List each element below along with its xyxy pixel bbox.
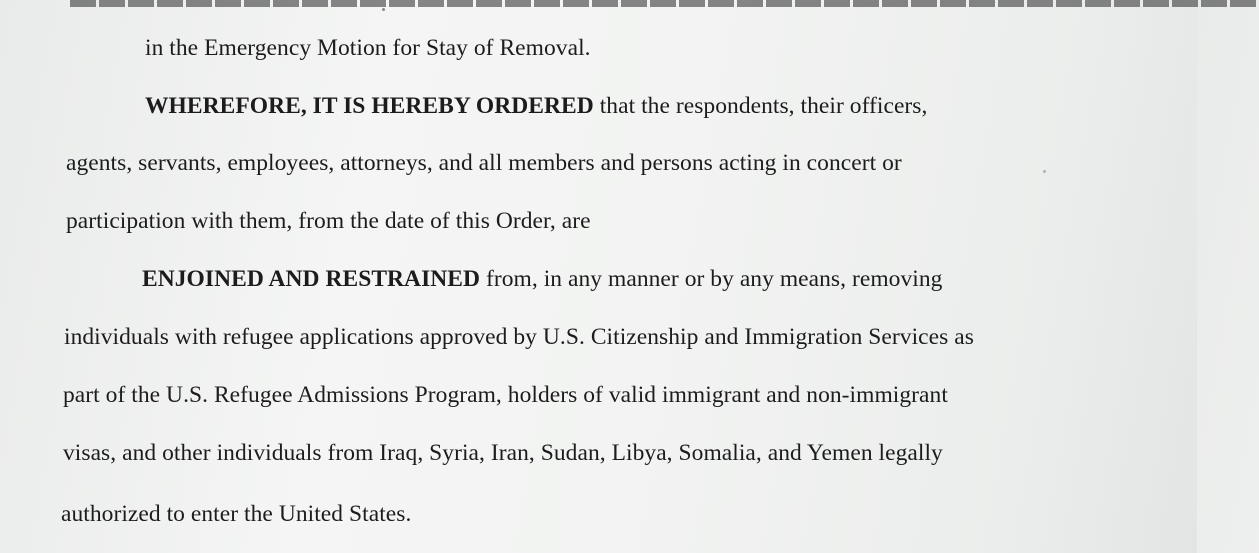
text-line: authorized to enter the United States. — [61, 501, 412, 527]
text-line-enjoined — [142, 264, 942, 294]
text-line: participation with them, from the date of this Order, are — [66, 208, 591, 234]
paper-speck — [1043, 170, 1046, 173]
text-segment: from, in any manner or by any means, removing — [480, 266, 943, 292]
text-line-ordered — [145, 91, 927, 121]
paper-speck — [382, 8, 385, 11]
text-line: in the Emergency Motion for Stay of Removal. — [145, 35, 591, 61]
cropped-previous-line — [70, 0, 1130, 6]
text-segment: that the respondents, their officers, — [593, 93, 928, 119]
text-line: part of the U.S. Refugee Admissions Program, holders of valid immigrant and non-immigrant — [63, 382, 948, 408]
bold-phrase-enjoined: ENJOINED AND RESTRAINED — [142, 266, 481, 292]
bold-phrase-ordered: WHEREFORE, IT IS HEREBY ORDERED — [145, 93, 594, 119]
text-line: visas, and other individuals from Iraq, Syria, Iran, Sudan, Libya, Somalia, and Yemen legally — [63, 440, 943, 466]
text-line: individuals with refugee applications approved by U.S. Citizenship and Immigration Services as — [64, 324, 974, 350]
text-line: agents, servants, employees, attorneys, and all members and persons acting in concert or — [66, 150, 902, 176]
